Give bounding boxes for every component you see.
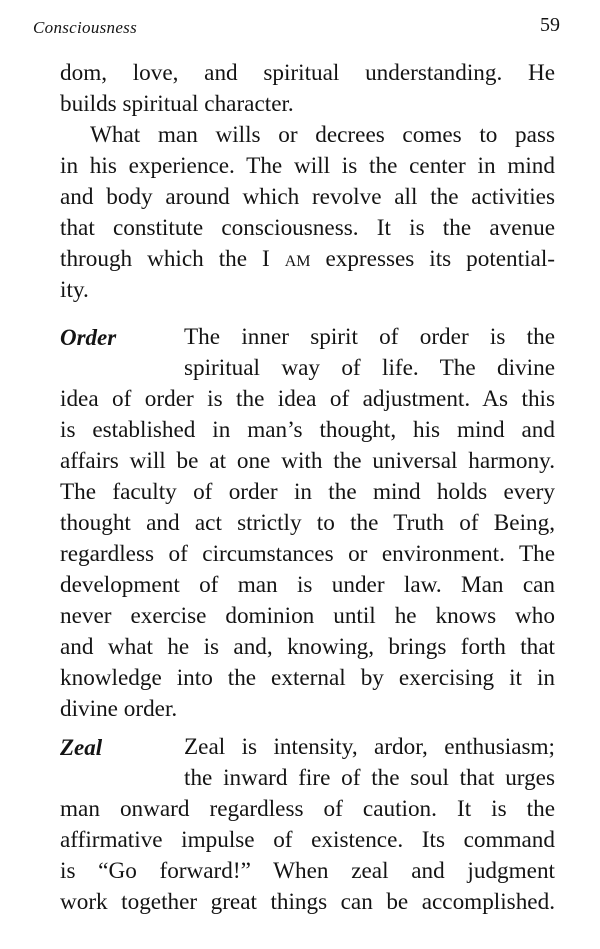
text-line: thought and act strictly to the Truth of Being, [60,510,555,536]
text-line: divine order. [60,696,178,722]
will-paragraph [60,120,555,306]
page-number: 59 [540,14,560,36]
text-line: regardless of circumstances or environment. The [60,541,555,567]
text-line: is “Go forward!” When zeal and judgment [60,858,555,884]
text-line: The inner spirit of order is the [184,324,555,350]
text-line: man onward regardless of caution. It is the [60,796,555,822]
text-line: never exercise dominion until he knows who [60,603,555,629]
text-line: affirmative impulse of existence. Its command [60,827,555,853]
text-line [60,244,555,275]
text-line: the inward fire of the soul that urges [184,765,555,791]
text-line: and body around which revolve all the activities [60,184,555,210]
text-line: is established in man’s thought, his mind and [60,417,555,443]
text-line: spiritual way of life. The divine [184,355,555,381]
order-definition [60,322,555,725]
zeal-definition [60,732,555,918]
text-line: work together great things can be accomplished. [60,889,555,915]
continued-paragraph [60,58,555,120]
text-line: ity. [60,277,89,303]
text-line: The faculty of order in the mind holds every [60,479,555,505]
text-line: in his experience. The will is the center in mind [60,153,555,179]
text-line: affairs will be at one with the universal harmony. [60,448,555,474]
glossary-term-zeal: Zeal [60,735,103,760]
text-fragment: through which the I [60,246,285,272]
text-line: that constitute consciousness. It is the avenue [60,215,555,241]
glossary-term-order: Order [60,325,117,350]
text-line: builds spiritual character. [60,91,294,117]
running-head: Consciousness [33,18,138,37]
page-header [33,14,560,38]
small-caps-am: am [284,246,311,272]
text-line: Zeal is intensity, ardor, enthusiasm; [184,734,555,760]
text-line: What man wills or decrees comes to pass [90,122,555,148]
text-line: knowledge into the external by exercising it in [60,665,555,691]
text-line: idea of order is the idea of adjustment. As this [60,386,555,412]
text-fragment: expresses its potential- [310,246,555,272]
text-line: dom, love, and spiritual understanding. He [60,60,555,86]
text-line: and what he is and, knowing, brings forth that [60,634,555,660]
text-line: development of man is under law. Man can [60,572,555,598]
